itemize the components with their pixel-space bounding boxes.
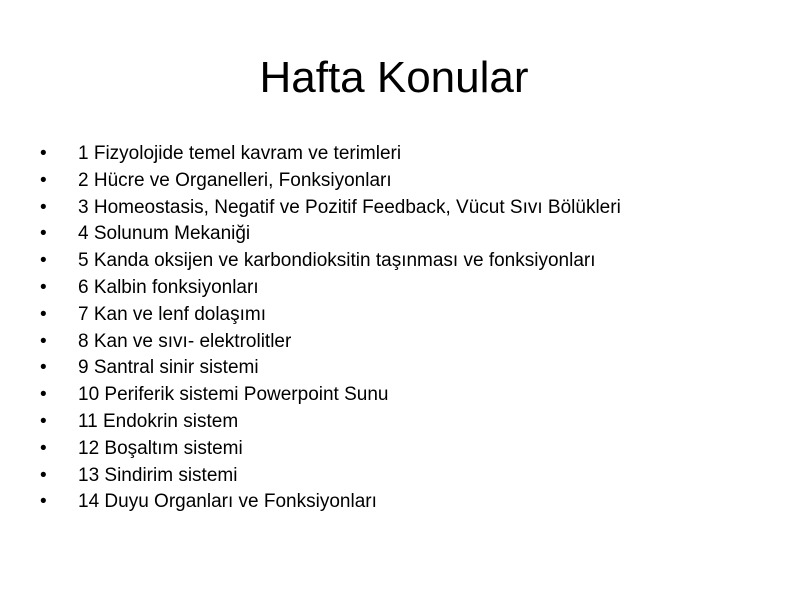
topic-list-item (40, 489, 780, 516)
topic-text: 3 Homeostasis, Negatif ve Pozitif Feedback, Vücut Sıvı Bölükleri (78, 196, 621, 218)
bullet-icon: • (40, 250, 47, 272)
topic-list-item (40, 275, 780, 302)
bullet-icon: • (40, 169, 47, 191)
topic-list-item (40, 248, 780, 275)
topic-list-item (40, 302, 780, 329)
topic-list-item (40, 141, 780, 168)
topic-text: 7 Kan ve lenf dolaşımı (78, 303, 266, 325)
bullet-icon: • (40, 330, 47, 352)
topic-text: 4 Solunum Mekaniği (78, 223, 251, 245)
topic-text: 13 Sindirim sistemi (78, 464, 238, 486)
bullet-icon: • (40, 196, 47, 218)
slide-title: Hafta Konular (259, 53, 529, 102)
bullet-icon: • (40, 410, 47, 432)
bullet-icon: • (40, 223, 47, 245)
topic-list-item (40, 195, 780, 222)
bullet-icon: • (40, 303, 47, 325)
topic-list-item (40, 221, 780, 248)
bullet-icon: • (40, 437, 47, 459)
topic-list-item (40, 168, 780, 195)
topic-text: 1 Fizyolojide temel kavram ve terimleri (78, 143, 402, 164)
bullet-icon: • (40, 384, 47, 406)
bullet-icon: • (40, 491, 47, 513)
topic-text: 12 Boşaltım sistemi (78, 437, 243, 459)
topic-list-item (40, 436, 780, 463)
topic-list-item (40, 329, 780, 356)
topic-list-item (40, 355, 780, 382)
topic-text: 9 Santral sinir sistemi (78, 357, 259, 379)
topic-text: 5 Kanda oksijen ve karbondioksitin taşınması ve fonksiyonları (78, 250, 596, 272)
bullet-icon: • (40, 357, 47, 379)
topic-text: 14 Duyu Organları ve Fonksiyonları (78, 491, 377, 513)
topic-list-item (40, 463, 780, 490)
topic-text: 11 Endokrin sistem (78, 410, 239, 432)
bullet-icon: • (40, 143, 47, 164)
topic-text: 10 Periferik sistemi Powerpoint Sunu (78, 384, 389, 406)
bullet-icon: • (40, 464, 47, 486)
topic-list-item (40, 382, 780, 409)
topic-list-item (40, 409, 780, 436)
topic-text: 6 Kalbin fonksiyonları (78, 276, 259, 298)
topic-text: 2 Hücre ve Organelleri, Fonksiyonları (78, 169, 392, 191)
topic-list (40, 141, 780, 516)
bullet-icon: • (40, 276, 47, 298)
topic-text: 8 Kan ve sıvı- elektrolitler (78, 330, 292, 352)
